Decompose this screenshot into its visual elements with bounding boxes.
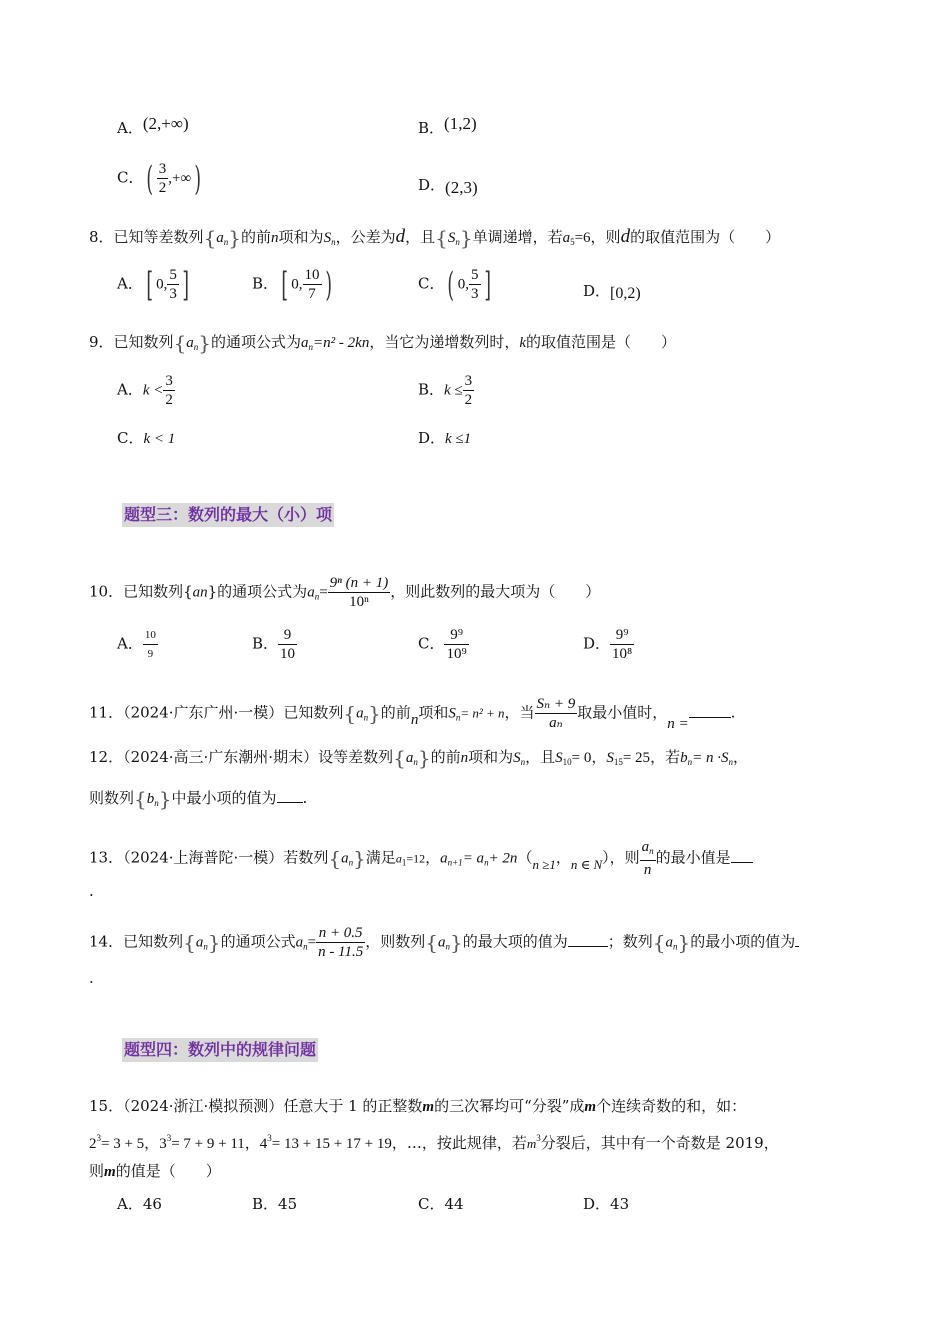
var-S: S [448, 705, 456, 722]
var-a: a [665, 934, 673, 951]
frac-num: 9⁹ [450, 627, 463, 643]
subscript: n [672, 941, 678, 952]
question-number: 12． [89, 748, 124, 766]
q15-text: 则 [89, 1162, 105, 1180]
subscript: n [308, 342, 314, 352]
frac-num: 3 [158, 161, 167, 177]
var-a: a [216, 230, 224, 246]
var-S: S [323, 230, 332, 246]
q12-text: 设等差数列 [318, 748, 394, 766]
frac-num: 5 [169, 267, 177, 283]
q9-option-a-value: k < [142, 382, 164, 399]
option-label: A． [117, 274, 143, 293]
option-label: D． [418, 429, 446, 447]
subscript: n [455, 237, 460, 247]
q15-option-d: D．43 [583, 1195, 630, 1213]
question-9: 9．已知数列$\{a_n\}$的通项公式为$a_n=n^2 - 2kn$，当它为递增数列时，k的取值范围是（ ） [89, 331, 677, 355]
q9-option-c-value: k < 1 [143, 431, 176, 447]
q8-option-d-value: [0,2) [610, 285, 641, 302]
q14-text: 的最大项的值为 [462, 932, 568, 951]
q15-option-b: B．45 [252, 1195, 298, 1213]
question-15-line-2: $2^3= 3 + 5$，$3^3= 7 + 9 + 11$，$4^3= 13 + 15 + 17 + 19$，…，按此规律，若$m^3$分裂后，其中有一个奇数是 2019， [89, 1133, 779, 1152]
question-source: （2024·上海普陀·一模） [123, 848, 284, 867]
frac-den: 10 [280, 646, 296, 662]
subscript: n [687, 757, 693, 767]
frac [278, 626, 297, 663]
q9-option-d [418, 427, 471, 450]
var-m: m [422, 1099, 435, 1115]
q12-text: 中最小项的值为 [171, 789, 277, 807]
question-13: 13．（2024·上海普陀·一模）若数列$\{a_n\}$满足$a_1=12$，$a_{n+1}= a_n+ 2n(n \ge 1$，n ∈ N），则 $\frac{a_n}{n}$ 的最小值是 [89, 838, 753, 879]
frac-den: n [640, 860, 656, 879]
q7-option-d-value: (2,3) [445, 178, 478, 197]
var-an: an [192, 584, 208, 601]
question-number: 10． [89, 582, 124, 601]
frac-den: 2 [158, 180, 167, 196]
frac-den: 3 [471, 286, 479, 302]
q10-option-b [252, 626, 297, 663]
q8-text: ，公差为 [335, 228, 396, 246]
q10-option-c [418, 626, 469, 663]
q15-option-c: C．44 [418, 1195, 464, 1213]
option-label: B． [418, 119, 445, 137]
option-label: B． [252, 634, 279, 653]
q15-example: = 3 + 5 [101, 1136, 145, 1152]
frac-num: 9 [283, 627, 292, 643]
q12-s15: = 25 [622, 750, 651, 766]
var-a: a [341, 850, 349, 867]
q9-text: 的取值范围是（ ） [526, 333, 677, 351]
q13-text: 的最小值是 [655, 848, 731, 867]
q14-text: ，则数列 [365, 932, 426, 951]
q12-text: ，若 [650, 748, 681, 766]
q15-example: = 7 + 9 + 11 [171, 1136, 245, 1152]
q9-text: 的通项公式为 [211, 333, 302, 351]
var-a: a [437, 934, 446, 951]
q14-period: . [89, 969, 94, 987]
q15-text: 个连续奇数的和，如： [596, 1097, 747, 1115]
q8-option-b: B．[ 0, $\frac{10}{7}$ ) [252, 264, 332, 305]
q12-text: 则数列 [89, 789, 135, 807]
var-m: m [104, 1164, 116, 1180]
frac-num: 3 [165, 373, 173, 389]
q14-text: ；数列 [607, 932, 653, 951]
frac-den: 9 [143, 644, 158, 663]
zero: 0, [156, 276, 168, 293]
subscript: n [728, 757, 733, 767]
var-n: n [460, 750, 469, 766]
subscript: n [223, 237, 229, 247]
subscript: n [413, 757, 418, 767]
question-source: （2024·浙江·模拟预测） [123, 1097, 284, 1115]
answer-label: n = [667, 715, 689, 732]
q13-recurrence: + 2n [488, 850, 518, 867]
q8-text: 的取值范围为（ ） [630, 228, 781, 246]
q10-text: }的通项公式为 [207, 582, 308, 601]
var-a: a [356, 705, 364, 722]
period: . [302, 789, 308, 807]
q13-condition: n ≥1 [532, 856, 556, 872]
subscript: n [445, 941, 450, 952]
subscript: n [154, 798, 159, 808]
q9-formula: =n² - 2kn [313, 335, 370, 351]
q14-text: 的通项公式 [220, 932, 296, 951]
frac-num: n + 0.5 [318, 925, 363, 941]
question-8: 8．已知等差数列$\{a_n\}$的前n项和为$S_n$，公差为d，且$\{S_n\}$单调递增，若$a_5=6$，则d的取值范围为（ ） [89, 226, 781, 250]
zero: 0, [291, 276, 303, 293]
q9-option-d-value: k ≤1 [445, 431, 472, 447]
question-source: （2024·高三·广东潮州·期末） [123, 748, 319, 766]
frac-num: 10 [144, 629, 156, 641]
var-a: a [301, 335, 309, 351]
subscript: n [331, 237, 336, 247]
q11-text: 的前 [380, 703, 411, 722]
question-11: 11．（2024·广东广州·一模）已知数列$\{a_n\}$的前n项和$S_n= n^2 + n$，当 $\frac{\text{Sₙ + 9}}{\text{aₙ}}$ 取最小值时，n =. [89, 696, 736, 732]
q8-text: 单调递增，若 [472, 228, 563, 246]
q13-text: （ [517, 848, 533, 867]
question-12: 12．（2024·高三·广东潮州·期末）设等差数列$\{a_n\}$的前n项和为$S_n$，且$S_{10}= 0$，$S_{15}= 25$，若$b_n= n \cdot S_n$， [89, 746, 748, 770]
q10-text: 已知数列{ [123, 582, 193, 601]
q9-option-a [117, 372, 175, 409]
question-14: 14．已知数列$\{a_n\}$的通项公式$a_n=$ $\frac{n + 0.5}{n - 11.5}$ ，则数列$\{a_n\}$的最大项的值为 ；数列$\{a_n\}$的最小项的值为 [89, 924, 799, 961]
q9-option-b-value: k ≤ [444, 382, 463, 399]
q15-text: 任意大于 1 的正整数 [283, 1097, 423, 1115]
q13-fraction [640, 838, 656, 879]
answer-blank[interactable] [277, 788, 303, 803]
question-number: 13． [89, 848, 124, 867]
answer-blank[interactable] [731, 848, 753, 863]
q8-text: 项和为 [278, 228, 324, 246]
q13-text: 若数列 [283, 848, 329, 867]
frac-den: 10⁹ [446, 646, 467, 662]
q15-example: = 13 + 15 + 17 + 19 [271, 1136, 392, 1152]
var-S: S [513, 750, 521, 766]
q7-option-d [418, 174, 478, 196]
frac-num: 9ⁿ (n + 1) [329, 575, 389, 591]
subscript: n [203, 941, 208, 952]
q8-option-d [583, 280, 641, 303]
subscript: 5 [570, 237, 575, 247]
option-label: B． [418, 380, 445, 399]
q9-option-c [117, 427, 175, 450]
q9-option-b [418, 372, 474, 409]
question-source: （2024·广东广州·一模） [123, 703, 284, 722]
var-m: m [584, 1099, 597, 1115]
frac-num: 3 [464, 373, 473, 389]
q11-formula: = n² + n [460, 705, 505, 721]
q12-s10: = 0 [571, 750, 592, 766]
var-m: m [526, 1136, 537, 1151]
var-a: a [186, 335, 194, 351]
var-a: a [195, 934, 204, 951]
q12-text: 的前 [430, 748, 461, 766]
q13-text: ），则 [602, 848, 640, 867]
frac-den: aₙ [535, 713, 578, 732]
q10-option-a [117, 626, 158, 663]
option-label: B． [252, 274, 279, 293]
q13-text: 满足 [365, 848, 396, 867]
q15-text: ，…，按此规律，若 [391, 1134, 527, 1152]
var-a: a [562, 230, 571, 246]
option-label: C． [117, 168, 144, 187]
option-label: A． [117, 634, 143, 653]
q14-text: 的最小项的值为 [690, 932, 796, 951]
question-10: 10．已知数列{an}的通项公式为$a_n=$ $\frac{\text{9ⁿ (n + 1)}}{\text{10ⁿ}}$ ，则此数列的最大项为（ ） [89, 575, 601, 610]
subscript: n [649, 846, 654, 856]
q7-option-a-value: (2,+∞) [142, 114, 189, 133]
q8-option-a: A．[ 0, $\frac{5}{3}$ ] [117, 264, 189, 305]
section-heading-3: 题型三：数列的最大（小）项 [122, 503, 334, 527]
frac [143, 626, 158, 663]
frac-num: 5 [471, 267, 479, 283]
q14-text: 已知数列 [123, 932, 184, 951]
q11-text: 已知数列 [283, 703, 344, 722]
frac-den: 2 [464, 392, 473, 408]
frac-den: 10ⁿ [328, 592, 391, 611]
frac [303, 266, 322, 303]
question-number: 9． [89, 333, 114, 351]
q12-text: 项和为 [468, 748, 514, 766]
var-a: a [307, 584, 315, 601]
section-heading-4: 题型四：数列中的规律问题 [122, 1038, 318, 1062]
q11-fraction [535, 695, 578, 732]
frac [610, 626, 634, 663]
q7-c-tail: ,+∞ [168, 170, 192, 187]
question-number: 14． [89, 932, 124, 951]
subscript: n [314, 591, 320, 602]
q12-text: ， [591, 748, 607, 766]
q15-text: 的三次幂均可“分裂”成 [434, 1097, 585, 1115]
option-label: A． [117, 119, 143, 137]
q10-fraction [328, 574, 391, 611]
q15-text: 分裂后，其中有一个奇数是 2019， [540, 1134, 779, 1152]
option-label: C． [418, 634, 445, 653]
q13-text: ， [555, 848, 571, 867]
q9-text: 已知数列 [113, 333, 174, 351]
q12-text: ，且 [525, 748, 556, 766]
q10-text: ，则此数列的最大项为（ ） [390, 582, 601, 601]
question-15-line-3 [89, 1160, 221, 1183]
var-n: n [410, 711, 419, 728]
var-n: n [271, 230, 279, 246]
var-a: a [405, 750, 414, 766]
frac [167, 266, 179, 303]
q11-text: 项和 [418, 703, 449, 722]
subscript: n [455, 712, 461, 723]
q8-option-c: C．( 0, $\frac{5}{3}$ ] [418, 264, 491, 305]
frac-den: n - 11.5 [318, 944, 364, 960]
frac [463, 372, 475, 409]
var-a: a [641, 839, 650, 855]
question-15 [89, 1095, 746, 1118]
option-label: D． [583, 634, 611, 653]
question-number: 15． [89, 1097, 124, 1115]
q13-condition: n ∈ N [570, 856, 603, 872]
frac-den: 7 [303, 284, 322, 303]
q8-text: ，则 [590, 228, 621, 246]
subscript: n [193, 342, 199, 352]
q7-option-b-value: (1,2) [444, 114, 477, 133]
q7-option-a [117, 114, 189, 139]
var-S: S [555, 750, 563, 766]
answer-blank[interactable] [689, 703, 731, 718]
q13-period: . [89, 882, 94, 900]
subscript: n [484, 857, 489, 868]
frac [163, 372, 175, 409]
var-a: a [440, 850, 448, 867]
question-number: 11． [89, 703, 124, 722]
q10-option-d [583, 626, 634, 663]
q9-text: ，当它为递增数列时， [369, 333, 520, 351]
zero: 0, [457, 276, 469, 293]
frac [444, 626, 468, 663]
frac-den: 3 [169, 286, 177, 302]
q13-a1: =12 [406, 851, 426, 866]
option-label: D． [583, 282, 611, 300]
option-label: D． [418, 176, 446, 194]
question-12-line-2: 则数列$\{b_n\}$中最小项的值为 . [89, 787, 308, 811]
option-label: A． [117, 380, 143, 399]
question-number: 8． [89, 228, 114, 246]
var-S: S [447, 230, 456, 246]
q12-text: ， [732, 748, 748, 766]
q8-text: 已知等差数列 [113, 228, 204, 246]
frac-num: 10 [304, 267, 320, 283]
option-label: C． [418, 274, 445, 293]
subscript: n [348, 857, 354, 868]
var-d: d [395, 226, 406, 247]
var-d: d [620, 226, 631, 247]
q15-text: 的值是（ ） [115, 1162, 221, 1180]
frac-num: 9⁹ [615, 627, 629, 643]
q8-eq: =6 [574, 230, 591, 246]
q7-option-b [418, 114, 477, 139]
q7-c-fraction [157, 160, 169, 197]
q12-bn: = n ·S [692, 750, 729, 766]
subscript: n [363, 712, 369, 723]
q14-fraction [316, 924, 365, 961]
q11-text: 取最小值时， [577, 703, 668, 722]
period: . [730, 703, 736, 722]
var-S: S [606, 750, 614, 766]
frac-den: 2 [165, 392, 173, 408]
var-k: k [519, 335, 527, 351]
q11-text: ，当 [504, 703, 535, 722]
q15-option-a: A．46 [117, 1195, 162, 1213]
q8-text: 的前 [241, 228, 272, 246]
frac-num: Sₙ + 9 [536, 696, 576, 712]
q13-recurrence: = a [462, 850, 485, 867]
option-label: C． [117, 429, 144, 447]
q7-option-c: C．( $\frac{3}{2}$ ,+∞) [117, 158, 202, 199]
answer-blank-min[interactable] [795, 932, 799, 947]
answer-blank-max[interactable] [568, 932, 608, 947]
q13-text: ， [425, 848, 441, 867]
subscript: n [520, 757, 526, 767]
frac-den: 10⁸ [612, 646, 633, 662]
subscript: n [303, 941, 308, 952]
q8-text: ，且 [405, 228, 436, 246]
var-a: a [295, 934, 304, 951]
frac [469, 266, 481, 303]
